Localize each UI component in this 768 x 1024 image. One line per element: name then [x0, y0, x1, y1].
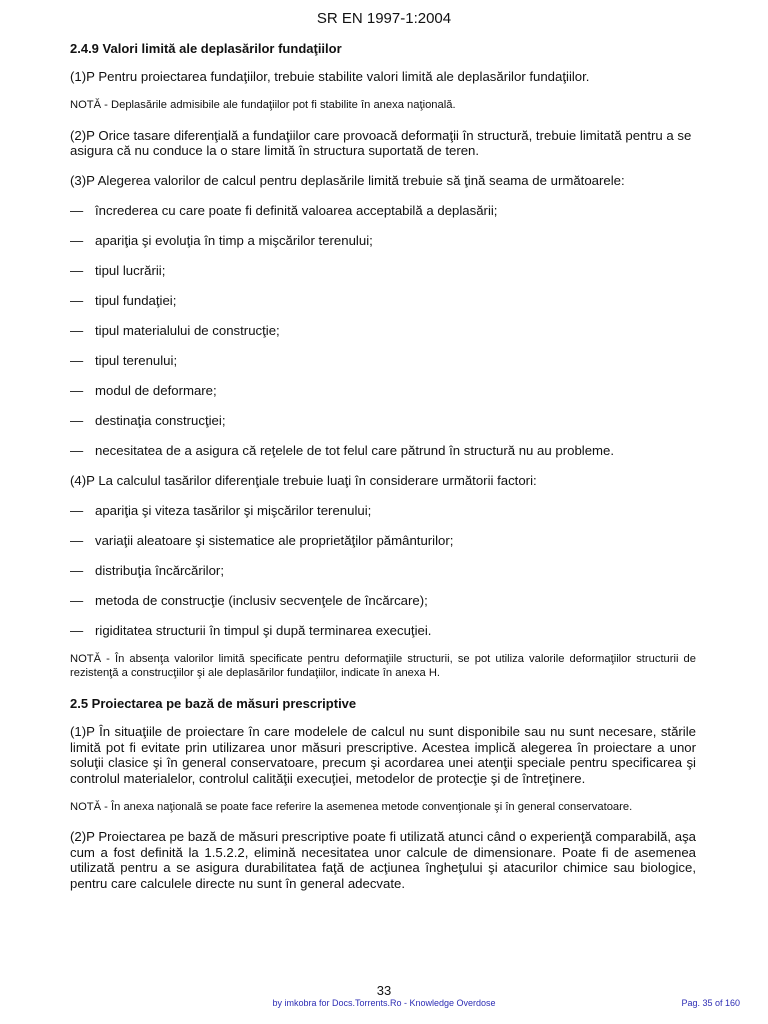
list-item: — rigiditatea structurii în timpul şi după terminarea execuţiei.	[70, 623, 432, 638]
dash-bullet: —	[70, 293, 84, 308]
dash-bullet: —	[70, 593, 84, 608]
dash-bullet: —	[70, 503, 84, 518]
list-item: — tipul materialului de construcţie;	[70, 323, 280, 338]
list-item: — tipul fundaţiei;	[70, 293, 177, 308]
list-2-4-9-3	[70, 203, 696, 459]
footer-pagination: Pag. 35 of 160	[681, 998, 740, 1008]
list-item: — variaţii aleatoare şi sistematice ale proprietăţilor pământurilor;	[70, 533, 454, 548]
note-2-5: NOTĂ - În anexa naţională se poate face referire la asemenea metode convenţionale şi în general conservatoare.	[70, 800, 633, 813]
dash-bullet: —	[70, 383, 84, 398]
section-heading-2-5: 2.5 Proiectarea pe bază de măsuri prescriptive	[70, 696, 357, 711]
paragraph-2-4-9-3: (3)P Alegerea valorilor de calcul pentru deplasările limită trebuie să ţină seama de următoarele:	[70, 173, 625, 188]
dash-bullet: —	[70, 323, 84, 338]
standard-header: SR EN 1997-1:2004	[316, 10, 452, 27]
dash-bullet: —	[70, 263, 84, 278]
paragraph-2-4-9-2: (2)P Orice tasare diferenţială a fundaţiilor care provoacă deformaţii în structură, trebuie limitată pentru a se asigura că nu conduce la o stare limită în structura suportată de teren.	[70, 127, 692, 158]
note-2-4-9-a: NOTĂ - Deplasările admisibile ale fundaţiilor pot fi stabilite în anexa naţională.	[70, 99, 456, 111]
paragraph-2-5-2: (2)P Proiectarea pe bază de măsuri prescriptive poate fi utilizată atunci când o experienţă comparabilă, aşa cum a fost definită la 1.5.2.2, elimină necesitatea unor calcule de dimensionare. Poate fi de asemenea utilizată pentru a se asigura durabilitatea faţă de acţiunea îngheţului şi atacurilor chimice sau biologice, pentru care calculele directe nu sunt în general adecvate.	[70, 829, 696, 891]
list-item: — apariţia şi evoluţia în timp a mişcărilor terenului;	[70, 233, 373, 248]
dash-bullet: —	[70, 203, 84, 218]
page-content	[70, 40, 696, 906]
paragraph-2-5-1: (1)P În situaţiile de proiectare în care modelele de calcul nu sunt disponibile sau nu sunt necesare, stările limită pot fi evitate prin utilizarea unor măsuri prescriptive. Acestea implică alegerea în proiectare a unor soluţii clasice şi în general conservatoare, precum şi acordarea unei atenţii speciale pentru specificarea şi controlul materialelor, controlul calităţii execuţiei, metodelor de protecţie şi de întreţinere.	[70, 724, 696, 786]
list-item: — tipul lucrării;	[70, 263, 166, 278]
dash-bullet: —	[70, 623, 84, 638]
note-2-4-9-b: NOTĂ - În absenţa valorilor limită specificate pentru deformaţiile structurii, se pot utiliza valorile deformaţiilor structurii de rezistenţă a construcţiilor şi ale deplasărilor fundaţiilor, indicate în anexa H.	[70, 653, 696, 679]
paragraph-2-4-9-1: (1)P Pentru proiectarea fundaţiilor, trebuie stabilite valori limită ale deplasărilor fundaţiilor.	[70, 69, 590, 84]
list-item: — necesitatea de a asigura că reţelele de tot felul care pătrund în structură nu au probleme.	[70, 443, 615, 458]
list-item: — metoda de construcţie (inclusiv secvenţele de încărcare);	[70, 593, 428, 608]
footer-credit-link[interactable]: by imkobra for Docs.Torrents.Ro - Knowledge Overdose	[272, 998, 496, 1008]
page-number: 33	[376, 983, 392, 998]
list-2-4-9-4	[70, 503, 696, 639]
dash-bullet: —	[70, 413, 84, 428]
section-heading-2-4-9: 2.4.9 Valori limită ale deplasărilor fundaţiilor	[70, 41, 342, 56]
dash-bullet: —	[70, 563, 84, 578]
list-item: — modul de deformare;	[70, 383, 217, 398]
list-item: — încrederea cu care poate fi definită valoarea acceptabilă a deplasării;	[70, 203, 498, 218]
list-item: — distribuţia încărcărilor;	[70, 563, 224, 578]
dash-bullet: —	[70, 233, 84, 248]
dash-bullet: —	[70, 533, 84, 548]
dash-bullet: —	[70, 353, 84, 368]
list-item: — tipul terenului;	[70, 353, 178, 368]
list-item: — apariţia şi viteza tasărilor şi mişcărilor terenului;	[70, 503, 372, 518]
dash-bullet: —	[70, 443, 84, 458]
list-item: — destinaţia construcţiei;	[70, 413, 226, 428]
paragraph-2-4-9-4: (4)P La calculul tasărilor diferenţiale trebuie luaţi în considerare următorii factori:	[70, 473, 537, 488]
